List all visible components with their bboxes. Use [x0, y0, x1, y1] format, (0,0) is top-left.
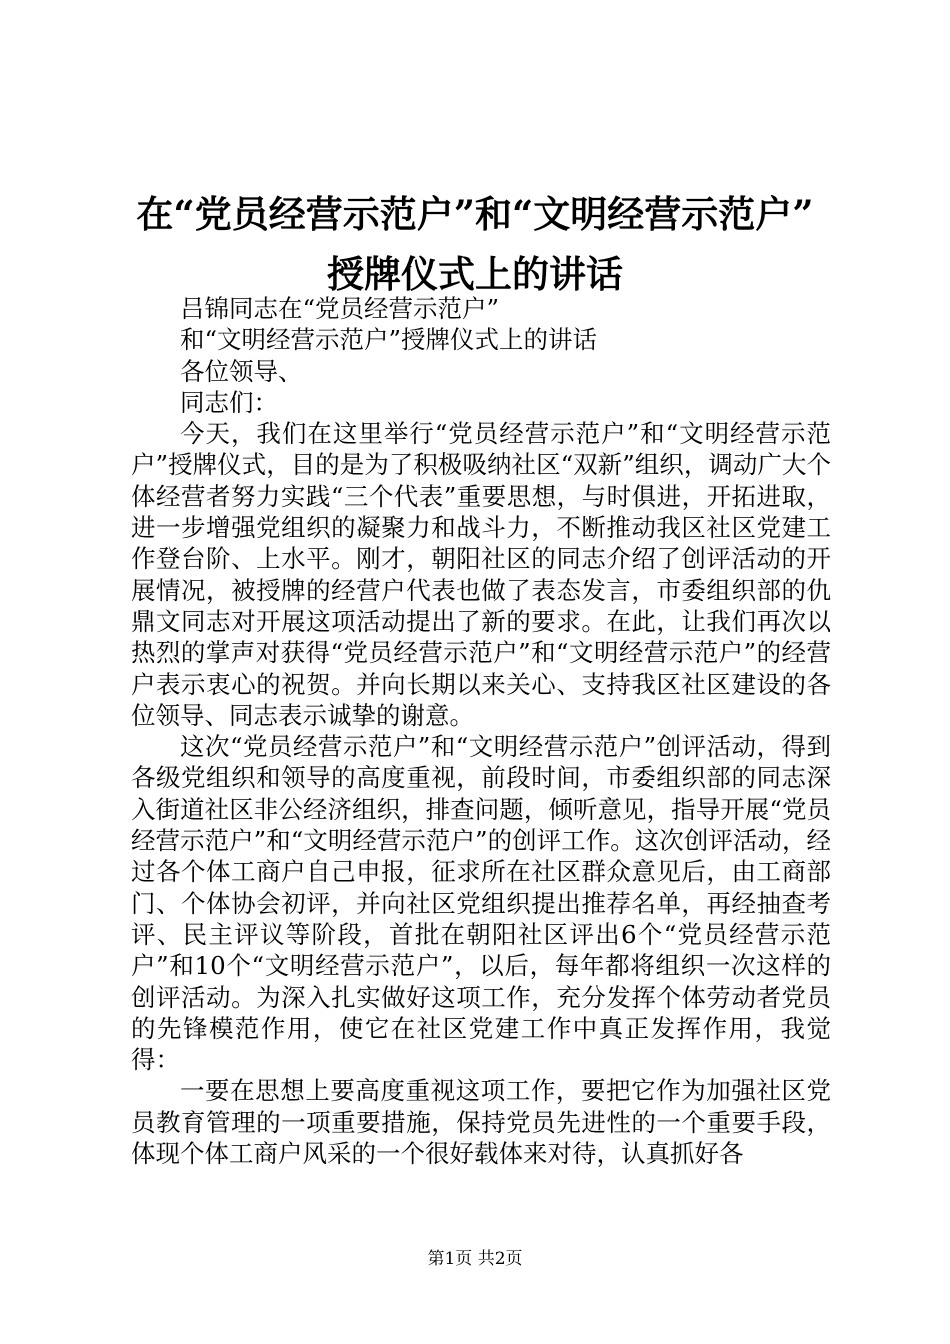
- salutation-line-1: 各位领导、: [180, 356, 303, 386]
- speaker-line: 吕锦同志在“党员经营示范户”: [180, 294, 500, 323]
- paragraph-2: 这次“党员经营示范户”和“文明经营示范户”创评活动，得到各级党组织和领导的高度重视，前段时间，市委组织部的同志深入街道社区非公经济组织，排查问题，倾听意见，指导开展“党员经营示范户”和“文明经营示范户”的创评工作。这次创评活动，经过各个体工商户自己申报，征求所在社区群众意见后，由工商部门、个体协会初评，并向社区党组织提出推荐名单，再经抽查考评、民主评议等阶段，首批在朝阳社区评出6个“党员经营示范户”和10个“文明经营示范户”，以后，每年都将组织一次这样的创评活动。为深入扎实做好这项工作，充分发挥个体劳动者党员的先锋模范作用，使它在社区党建工作中真正发挥作用，我觉得：: [131, 732, 831, 1075]
- document-body: [131, 293, 831, 1169]
- document-title-line-1: 在“党员经营示范户”和“文明经营示范户”: [136, 192, 814, 236]
- speech-title-line: 和“文明经营示范户”授牌仪式上的讲话: [180, 325, 598, 355]
- paragraph-3: 一要在思想上要高度重视这项工作，要把它作为加强社区党员教育管理的一项重要措施，保持党员先进性的一个重要手段，体现个体工商户风采的一个很好载体来对待，认真抓好各: [131, 1076, 831, 1169]
- salutation-line-2: 同志们：: [180, 387, 278, 417]
- document-title-line-2: 授牌仪式上的讲话: [327, 252, 623, 296]
- paragraph-1: 今天，我们在这里举行“党员经营示范户”和“文明经营示范户”授牌仪式，目的是为了积极吸纳社区“双新”组织，调动广大个体经营者努力实践“三个代表”重要思想，与时俱进，开拓进取，进一步增强党组织的凝聚力和战斗力，不断推动我区社区党建工作登台阶、上水平。刚才，朝阳社区的同志介绍了创评活动的开展情况，被授牌的经营户代表也做了表态发言，市委组织部的仇鼎文同志对开展这项活动提出了新的要求。在此，让我们再次以热烈的掌声对获得“党员经营示范户”和“文明经营示范户”的经营户表示衷心的祝贺。并向长期以来关心、支持我区社区建设的各位领导、同志表示诚挚的谢意。: [131, 419, 831, 730]
- page-number-footer: 第1页 共2页: [427, 1249, 523, 1269]
